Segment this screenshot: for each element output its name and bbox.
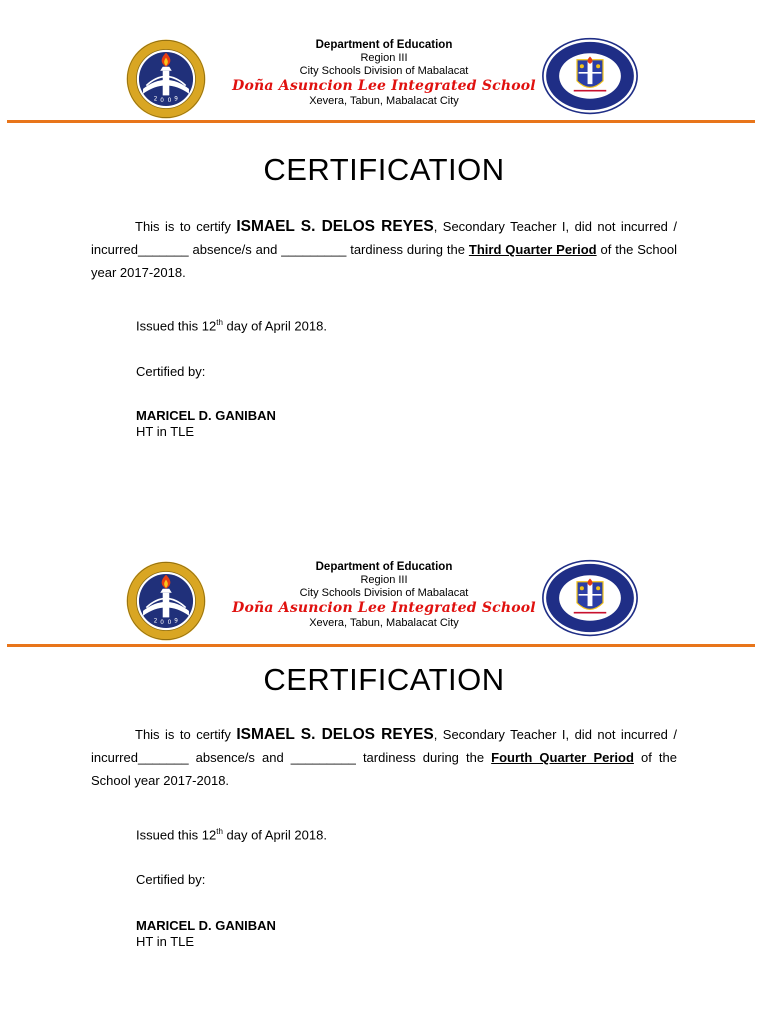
- svg-text:9: 9: [174, 618, 178, 625]
- letterhead: [0, 522, 768, 644]
- svg-text:2: 2: [153, 618, 158, 625]
- issued-date: [136, 827, 327, 842]
- certificate-fourth-quarter: [0, 522, 768, 949]
- quarter-period: Third Quarter Period: [468, 242, 597, 257]
- svg-text:0: 0: [160, 619, 164, 626]
- school-year-text: of the School year 2017-2018.: [91, 242, 677, 280]
- certification-paragraph: [91, 215, 677, 284]
- issued-prefix: Issued this 12: [136, 827, 217, 843]
- svg-text:0: 0: [160, 97, 164, 104]
- department-name: Department of Education: [315, 561, 453, 573]
- quarter-period: Fourth Quarter Period: [491, 750, 634, 765]
- school-address: Xevera, Tabun, Mabalacat City: [309, 617, 459, 629]
- teacher-name: ISMAEL S. DELOS REYES: [236, 218, 434, 235]
- signatory: [136, 408, 276, 440]
- header-divider: [7, 120, 755, 123]
- school-name: Doña Asuncion Lee Integrated School: [232, 600, 536, 616]
- region: Region III: [360, 574, 408, 586]
- signer-title: HT in TLE: [136, 934, 195, 949]
- position-text: , Secondary Teacher I, did not incurred / incurred_______ absence/s and _________ tardiness during the: [91, 219, 677, 257]
- svg-text:0: 0: [167, 97, 172, 104]
- intro-text: This is to certify: [135, 219, 237, 234]
- certificate-title: CERTIFICATION: [263, 152, 505, 187]
- division: City Schools Division of Mabalacat: [299, 65, 469, 77]
- svg-text:0: 0: [167, 619, 172, 626]
- certified-by-label: Certified by:: [136, 872, 206, 887]
- signer-name: MARICEL D. GANIBAN: [136, 918, 276, 933]
- signer-name: MARICEL D. GANIBAN: [136, 408, 276, 423]
- ordinal-suffix: th: [216, 827, 223, 836]
- certification-paragraph: [91, 723, 677, 792]
- region: Region III: [360, 52, 408, 64]
- deped-seal-logo: [541, 37, 639, 115]
- ordinal-suffix: th: [216, 318, 223, 327]
- certificate-third-quarter: [0, 0, 768, 439]
- issued-prefix: Issued this 12: [136, 318, 217, 334]
- letterhead-text: [0, 561, 768, 630]
- teacher-name: ISMAEL S. DELOS REYES: [236, 726, 434, 743]
- school-name: Doña Asuncion Lee Integrated School: [232, 78, 536, 94]
- intro-text: This is to certify: [135, 727, 237, 742]
- department-name: Department of Education: [315, 39, 453, 51]
- svg-text:9: 9: [174, 96, 178, 103]
- deped-seal-logo: [541, 559, 639, 637]
- signer-title: HT in TLE: [136, 424, 195, 439]
- division: City Schools Division of Mabalacat: [299, 587, 469, 599]
- signatory: [136, 918, 276, 950]
- letterhead: [0, 0, 768, 122]
- school-year-text: of the School year 2017-2018.: [91, 750, 678, 788]
- certificate-title: CERTIFICATION: [263, 662, 505, 697]
- issued-rest: day of April 2018.: [222, 827, 327, 843]
- school-address: Xevera, Tabun, Mabalacat City: [309, 95, 459, 107]
- certified-by-label: Certified by:: [136, 364, 206, 379]
- svg-text:2: 2: [153, 96, 158, 103]
- issued-date: [136, 318, 327, 333]
- letterhead-text: [0, 39, 768, 108]
- issued-rest: day of April 2018.: [222, 318, 327, 334]
- header-divider: [7, 644, 755, 647]
- position-text: , Secondary Teacher I, did not incurred / incurred_______ absence/s and _________ tardiness during the: [91, 727, 677, 765]
